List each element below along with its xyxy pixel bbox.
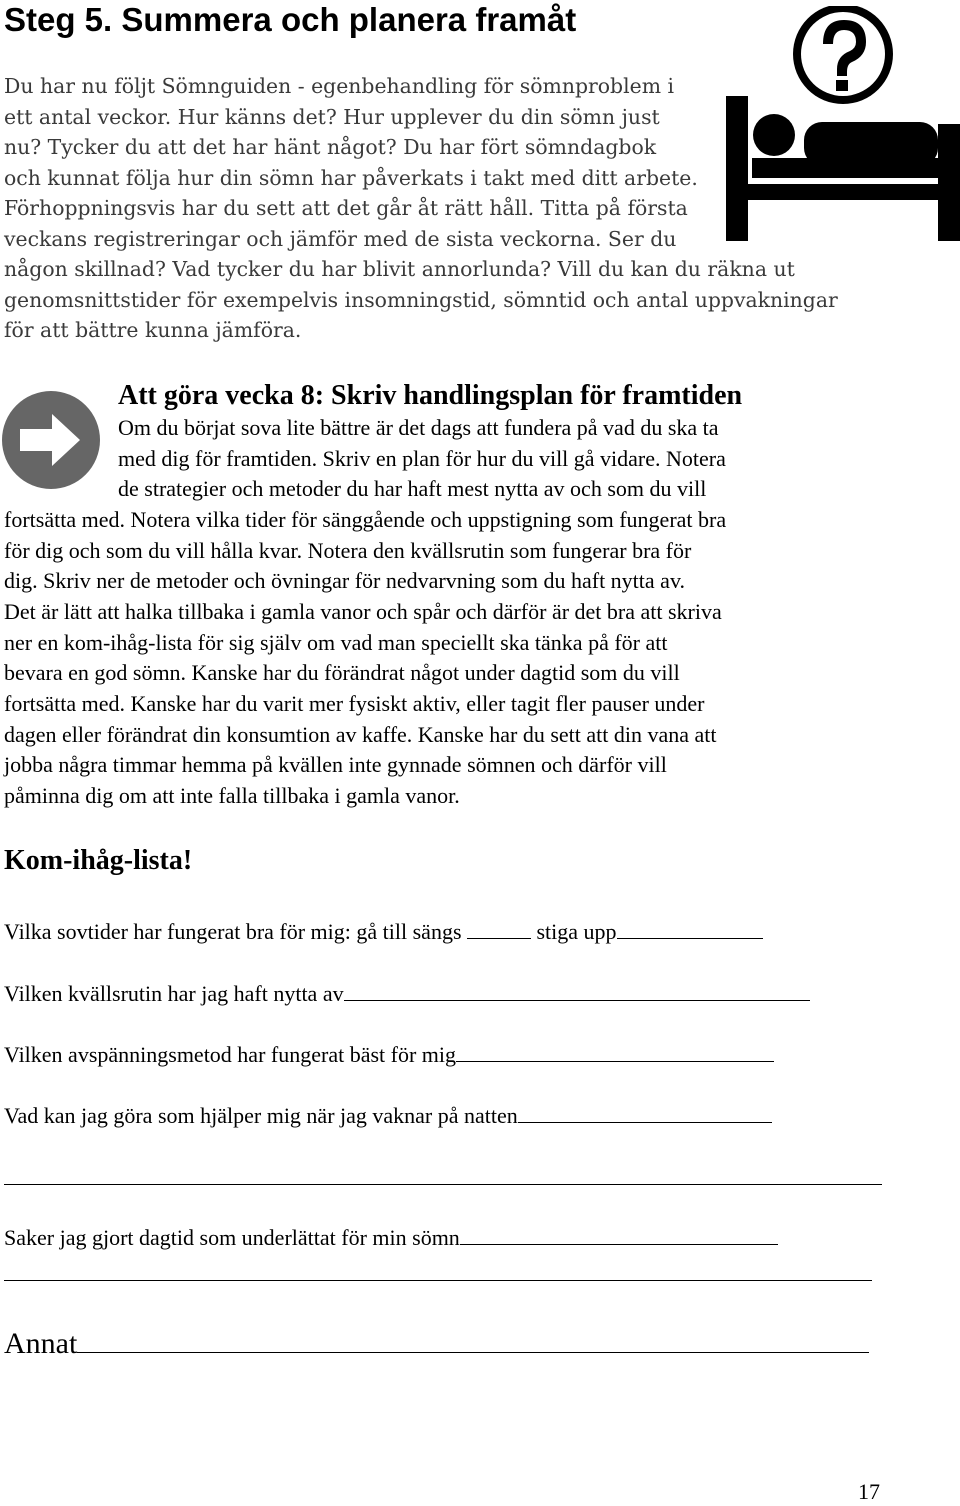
intro-line: Förhoppningsvis har du sett att det går åt rätt håll. Titta på första [4, 196, 688, 220]
intro-line: nu? Tycker du att det har hänt något? Du har fört sömndagbok [4, 135, 657, 159]
question-night-waking [4, 1100, 772, 1131]
answer-blank[interactable] [344, 978, 810, 1001]
answer-blank[interactable] [460, 1222, 778, 1245]
answer-blank[interactable] [518, 1100, 772, 1123]
todo-line: påminna dig om att inte falla tillbaka i gamla vanor. [4, 782, 460, 808]
intro-line: Du har nu följt Sömnguiden - egenbehandling för sömnproblem i [4, 74, 675, 98]
todo-line: fortsätta med. Notera vilka tider för sänggående och uppstigning som fungerat bra [4, 506, 727, 532]
answer-blank-waketime[interactable] [617, 916, 763, 939]
todo-line: dagen eller förändrat din konsumtion av kaffe. Kanske har du sett att din vana att [4, 721, 717, 747]
intro-line: ett antal veckor. Hur känns det? Hur upplever du din sömn just [4, 104, 660, 129]
answer-blank-bedtime[interactable] [467, 916, 531, 939]
page-number: 17 [858, 1479, 880, 1504]
question-label: Annat [4, 1327, 78, 1360]
question-label: Vilka sovtider har fungerat bra för mig: gå till sängs [4, 919, 462, 944]
todo-line: fortsätta med. Kanske har du varit mer fysiskt aktiv, eller tagit fler pauser under [4, 690, 705, 716]
todo-line: jobba några timmar hemma på kvällen inte gynnade sömnen och därför vill [4, 752, 667, 778]
question-label: Vad kan jag göra som hjälper mig när jag vaknar på natten [4, 1103, 518, 1128]
question-label: stiga upp [536, 919, 617, 944]
answer-line[interactable] [4, 1184, 882, 1185]
question-sleep-times [4, 916, 763, 947]
intro-line: någon skillnad? Vad tycker du har blivit annorlunda? Vill du kan du räkna ut [4, 257, 795, 281]
todo-line: ner en kom-ihåg-lista för sig själv om vad man speciellt ska tänka på för att [4, 629, 668, 655]
todo-line: dig. Skriv ner de metoder och övningar för nedvarvning som du haft nytta av. [4, 568, 686, 594]
question-label: Vilken kvällsrutin har jag haft nytta av [4, 981, 344, 1006]
question-label: Saker jag gjort dagtid som underlättat för min sömn [4, 1225, 460, 1250]
todo-line: de strategier och metoder du har haft mest nytta av och som du vill [118, 476, 707, 502]
todo-line: för dig och som du vill hålla kvar. Notera den kvällsrutin som fungerar bra för [4, 537, 692, 563]
intro-line: för att bättre kunna jämföra. [4, 318, 302, 342]
answer-blank[interactable] [456, 1039, 774, 1062]
question-daytime [4, 1222, 778, 1253]
todo-line: Om du börjat sova lite bättre är det dags att fundera på vad du ska ta [118, 415, 719, 440]
intro-line: och kunnat följa hur din sömn har påverkats i takt med ditt arbete. [4, 165, 698, 190]
question-other [4, 1322, 869, 1364]
question-label: Vilken avspänningsmetod har fungerat bäst för mig [4, 1042, 457, 1067]
intro-line: veckans registreringar och jämför med de sista veckorna. Ser du [4, 226, 677, 251]
checklist-title: Kom-ihåg-lista! [4, 845, 193, 876]
answer-blank[interactable] [77, 1322, 869, 1353]
question-relaxation [4, 1039, 774, 1070]
answer-line[interactable] [4, 1280, 872, 1281]
sleep-question-icon [726, 6, 960, 244]
question-evening-routine [4, 978, 810, 1009]
todo-line: med dig för framtiden. Skriv en plan för hur du vill gå vidare. Notera [118, 445, 726, 471]
todo-line: bevara en god sömn. Kanske har du förändrat något under dagtid som du vill [4, 660, 680, 686]
todo-title: Att göra vecka 8: Skriv handlingsplan för framtiden [118, 380, 743, 411]
page-heading: Steg 5. Summera och planera framåt [4, 1, 577, 38]
todo-paragraph [4, 413, 944, 812]
todo-line: Det är lätt att halka tillbaka i gamla vanor och spår och därför är det bra att skriva [4, 598, 722, 624]
intro-line: genomsnittstider för exempelvis insomningstid, sömntid och antal uppvakningar [4, 287, 838, 312]
